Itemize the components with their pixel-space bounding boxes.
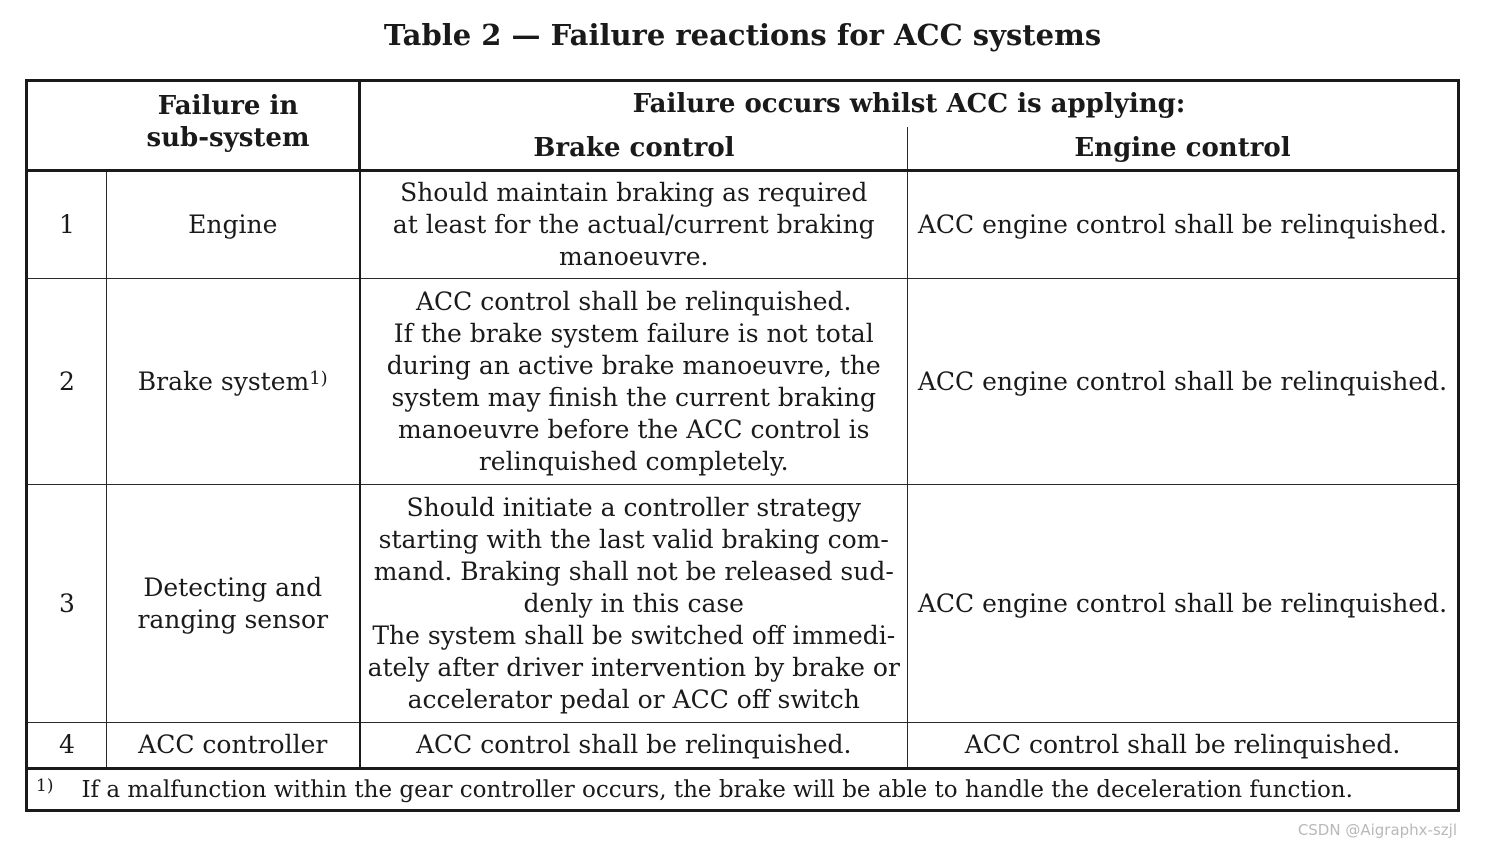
brake-line: If the brake system failure is not total <box>393 318 874 348</box>
footnote-reference: 1) <box>309 367 328 389</box>
header-brake-control: Brake control <box>360 127 908 171</box>
header-failure-label: Failure in sub-system <box>146 91 310 153</box>
brake-line: relinquished completely. <box>478 446 789 476</box>
row-subsystem: Engine <box>107 171 360 279</box>
header-failure-in-subsystem <box>27 81 360 171</box>
table-footnote <box>27 769 1459 811</box>
header-engine-control: Engine control <box>908 127 1459 171</box>
table-row <box>27 279 1459 485</box>
brake-line: ACC control shall be relinquished. <box>415 286 852 316</box>
row-subsystem: ACC controller <box>107 723 360 769</box>
subsystem-line: Detecting and <box>143 572 323 602</box>
brake-line: during an active brake manoeuvre, the <box>386 350 881 380</box>
row-engine-reaction: ACC engine control shall be relinquished. <box>908 485 1459 723</box>
failure-reactions-table <box>25 79 1460 812</box>
brake-line: accelerator pedal or ACC off switch <box>407 684 860 714</box>
row-brake-reaction <box>360 279 908 485</box>
table-row <box>27 485 1459 723</box>
brake-line: starting with the last valid braking com- <box>378 524 889 554</box>
row-subsystem <box>107 279 360 485</box>
row-number: 3 <box>27 485 107 723</box>
row-brake-reaction: ACC control shall be relinquished. <box>360 723 908 769</box>
row-engine-reaction: ACC engine control shall be relinquished. <box>908 171 1459 279</box>
brake-line: denly in this case <box>523 588 744 618</box>
footnote-mark: 1) <box>36 775 54 796</box>
subsystem-label: Brake system <box>137 366 310 396</box>
table-row <box>27 171 1459 279</box>
subsystem-line: ranging sensor <box>137 604 329 634</box>
watermark: CSDN @Aigraphx-szjl <box>1297 821 1457 839</box>
row-number: 2 <box>27 279 107 485</box>
brake-line: system may finish the current braking <box>391 382 876 412</box>
table-row <box>27 723 1459 769</box>
brake-line: at least for the actual/current braking <box>392 210 875 239</box>
row-number: 4 <box>27 723 107 769</box>
brake-line: manoeuvre before the ACC control is <box>398 414 870 444</box>
footnote-text: If a malfunction within the gear controller occurs, the brake will be able to handle the deceleration function. <box>81 776 1353 803</box>
brake-line: ately after driver intervention by brake or <box>367 652 900 682</box>
row-number: 1 <box>27 171 107 279</box>
brake-line: Should initiate a controller strategy <box>406 492 862 522</box>
row-engine-reaction: ACC engine control shall be relinquished. <box>908 279 1459 485</box>
brake-line: The system shall be switched off immedi- <box>372 620 896 650</box>
brake-line: manoeuvre. <box>559 242 709 271</box>
table-title: Table 2 — Failure reactions for ACC systems <box>383 18 1102 52</box>
brake-line: Should maintain braking as required <box>400 178 868 207</box>
row-subsystem <box>107 485 360 723</box>
brake-line: mand. Braking shall not be released sud- <box>373 556 894 586</box>
header-failure-occurs-group: Failure occurs whilst ACC is applying: <box>360 81 1459 127</box>
row-brake-reaction <box>360 485 908 723</box>
row-brake-reaction <box>360 171 908 279</box>
row-engine-reaction: ACC control shall be relinquished. <box>908 723 1459 769</box>
